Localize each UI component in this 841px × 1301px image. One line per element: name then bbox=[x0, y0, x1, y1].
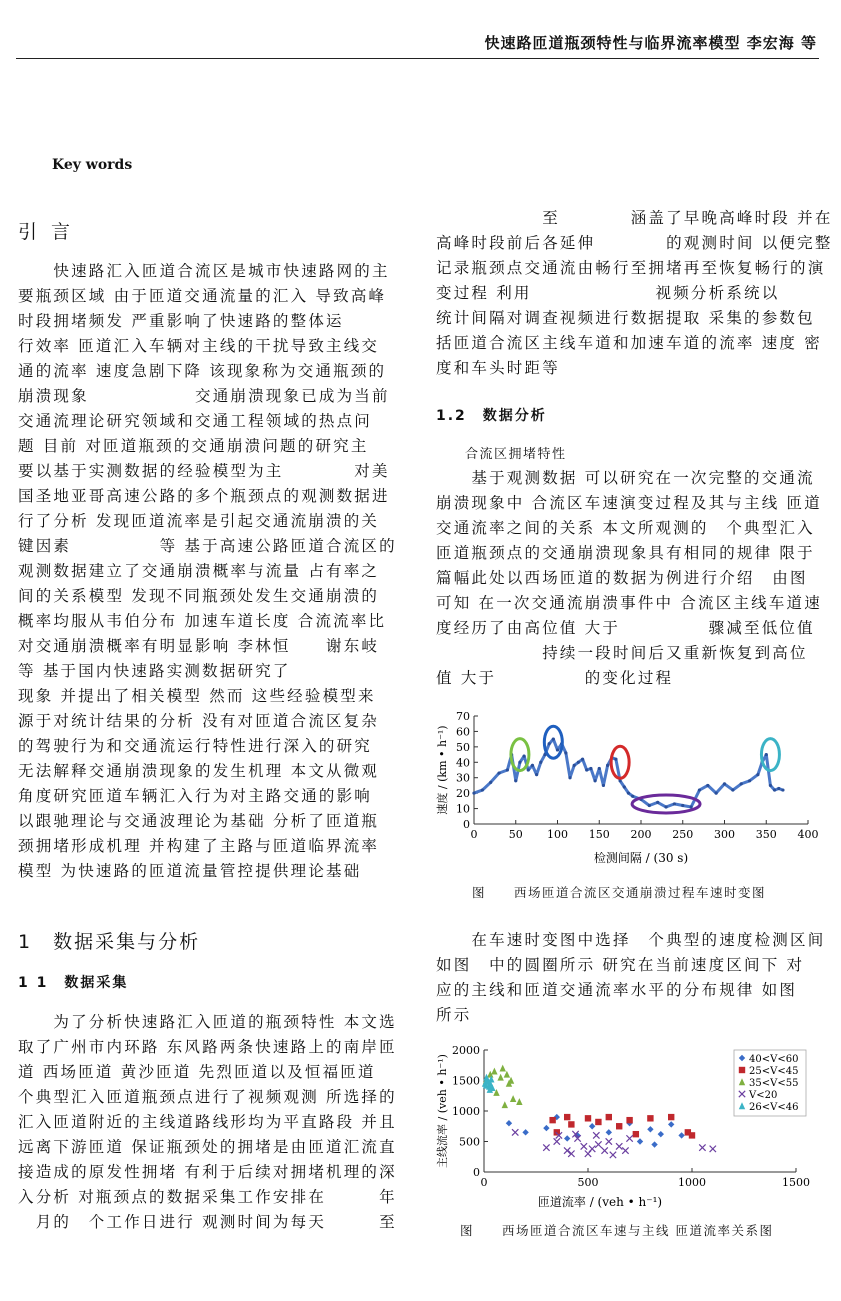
right-a-line: 至 涵盖了早晚高峰时段 并在 bbox=[436, 209, 833, 227]
scatter-point bbox=[564, 1147, 570, 1153]
speed-time-chart bbox=[436, 706, 826, 874]
scatter-point bbox=[516, 1098, 522, 1105]
x-tick-label: 250 bbox=[672, 828, 694, 841]
right-a-line: 变过程 利用 视频分析系统以 bbox=[436, 284, 780, 302]
speed-point bbox=[585, 768, 588, 771]
legend-label: 25<V<45 bbox=[749, 1066, 799, 1077]
scatter-point bbox=[651, 1141, 657, 1147]
speed-point bbox=[698, 788, 701, 791]
scatter-point bbox=[510, 1095, 516, 1102]
scatter-point bbox=[668, 1114, 674, 1120]
speed-point bbox=[514, 779, 517, 782]
y-axis-label: 速度 / (km • h⁻¹) bbox=[436, 725, 449, 815]
right-b-line: 交通流率之间的关系 本文所观测的 个典型汇入 bbox=[436, 519, 815, 537]
speed-point bbox=[773, 788, 776, 791]
x-tick-label: 150 bbox=[588, 828, 610, 841]
scatter-point bbox=[497, 1074, 503, 1081]
scatter-point bbox=[491, 1068, 497, 1075]
scatter-point bbox=[568, 1151, 574, 1157]
y-tick-label: 0 bbox=[463, 818, 470, 831]
right-b-line: 持续一段时间后又重新恢复到高位 bbox=[436, 644, 808, 662]
intro-line: 键因素 等 基于高速公路匝道合流区的 bbox=[18, 537, 397, 555]
legend-label: 35<V<55 bbox=[749, 1078, 799, 1089]
speed-point bbox=[518, 761, 521, 764]
section-1-1-heading: 1 1 数据采集 bbox=[18, 975, 129, 991]
section-1-1-line: 接造成的原发性拥堵 有利于后续对拥堵机理的深 bbox=[18, 1163, 397, 1181]
merge-subheading bbox=[436, 442, 824, 467]
speed-point bbox=[531, 764, 534, 767]
intro-line: 题 目前 对匝道瓶颈的交通崩溃问题的研究主 bbox=[18, 437, 369, 455]
intro-line: 时段拥堵频发 严重影响了快速路的整体运 bbox=[18, 312, 344, 330]
speed-point bbox=[664, 805, 667, 808]
speed-point bbox=[606, 764, 609, 767]
right-c-line: 在车速时变图中选择 个典型的速度检测区间 bbox=[436, 931, 826, 949]
intro-line: 快速路汇入匝道合流区是城市快速路网的主 bbox=[18, 262, 390, 280]
speed-point bbox=[527, 768, 530, 771]
speed-point bbox=[602, 784, 605, 787]
intro-line: 行效率 匝道汇入车辆对主线的干扰导致主线交 bbox=[18, 337, 380, 355]
scatter-point bbox=[616, 1143, 622, 1149]
speed-point bbox=[489, 781, 492, 784]
section-1-1-line: 为了分析快速路汇入匝道的瓶颈特性 本文选 bbox=[18, 1013, 397, 1031]
x-axis-label: 匝道流率 / (veh • h⁻¹) bbox=[537, 1195, 663, 1209]
scatter-point bbox=[633, 1131, 639, 1137]
intro-line: 模型 为快速路的匝道流量管控提供理论基础 bbox=[18, 862, 362, 880]
section-1-1-paragraph bbox=[18, 1010, 402, 1235]
scatter-point bbox=[564, 1114, 570, 1120]
speed-point bbox=[614, 758, 617, 761]
scatter-point bbox=[549, 1117, 555, 1123]
scatter-point bbox=[601, 1147, 607, 1153]
speed-point bbox=[740, 782, 743, 785]
intro-line: 通的流率 速度急剧下降 该现象称为交通瓶颈的 bbox=[18, 362, 387, 380]
right-a-line: 括匝道合流区主线车道和加速车道的流率 速度 密 bbox=[436, 334, 822, 352]
right-b-line: 可知 在一次交通流崩溃事件中 合流区主线车道速 bbox=[436, 594, 822, 612]
scatter-point bbox=[647, 1115, 653, 1121]
scatter-point bbox=[512, 1129, 518, 1135]
speed-point bbox=[681, 804, 684, 807]
scatter-point bbox=[606, 1138, 612, 1144]
scatter-point bbox=[595, 1141, 601, 1147]
speed-point bbox=[648, 804, 651, 807]
speed-point bbox=[769, 784, 772, 787]
intro-line: 以跟驰理论与交通波理论为基础 分析了匝道瓶 bbox=[18, 812, 380, 830]
speed-point bbox=[673, 802, 676, 805]
right-a-line: 记录瓶颈点交通流由畅行至拥堵再至恢复畅行的演 bbox=[436, 259, 826, 277]
scatter-point bbox=[595, 1119, 601, 1125]
scatter-point bbox=[689, 1132, 695, 1138]
right-a-line: 统计间隔对调查视频进行数据提取 采集的参数包 bbox=[436, 309, 815, 327]
speed-point bbox=[472, 792, 475, 795]
legend-marker bbox=[739, 1067, 745, 1073]
speed-point bbox=[497, 771, 500, 774]
speed-point bbox=[781, 788, 784, 791]
x-tick-label: 400 bbox=[797, 828, 819, 841]
speed-point bbox=[481, 788, 484, 791]
y-tick-label: 50 bbox=[456, 740, 470, 754]
speed-point bbox=[568, 776, 571, 779]
speed-point bbox=[623, 785, 626, 788]
intro-line: 无法解释交通崩溃现象的发生机理 本文从微观 bbox=[18, 762, 380, 780]
flow-scatter-chart bbox=[436, 1040, 826, 1216]
section-1-1-line: 远离下游匝道 保证瓶颈处的拥堵是由匝道汇流直 bbox=[18, 1138, 397, 1156]
speed-point bbox=[539, 761, 542, 764]
scatter-point bbox=[710, 1146, 716, 1152]
right-paragraph-c bbox=[436, 928, 824, 1028]
section-1-1-line: 汇入匝道附近的主线道路线形均为平直路段 并且 bbox=[18, 1113, 397, 1131]
figure-2-caption: 图 西场匝道合流区车速与主线 匝道流率关系图 bbox=[460, 1223, 774, 1238]
x-tick-label: 0 bbox=[480, 1176, 488, 1189]
scatter-point bbox=[554, 1138, 560, 1144]
x-tick-label: 300 bbox=[714, 828, 735, 841]
scatter-point bbox=[658, 1131, 664, 1137]
intro-line: 源于对统计结果的分析 没有对匝道合流区复杂 bbox=[18, 712, 380, 730]
scatter-point bbox=[581, 1143, 587, 1149]
speed-point bbox=[564, 751, 567, 754]
intro-line: 概率均服从韦伯分布 加速车道长度 合流流率比 bbox=[18, 612, 387, 630]
x-tick-label: 1000 bbox=[678, 1176, 706, 1189]
scatter-point bbox=[616, 1123, 622, 1129]
speed-point bbox=[506, 768, 509, 771]
legend-label: 40<V<60 bbox=[749, 1054, 799, 1065]
scatter-point bbox=[678, 1132, 684, 1138]
speed-point bbox=[523, 755, 526, 758]
scatter-point bbox=[606, 1129, 612, 1135]
intro-line: 要以基于实测数据的经验模型为主 对美 bbox=[18, 462, 390, 480]
speed-point bbox=[548, 742, 551, 745]
speed-point bbox=[589, 767, 592, 770]
intro-line: 国圣地亚哥高速公路的多个瓶颈点的观测数据进 bbox=[18, 487, 390, 505]
speed-point bbox=[765, 753, 768, 756]
highlight-circle bbox=[761, 739, 779, 771]
highlight-circle bbox=[632, 795, 700, 813]
y-axis-label: 主线流率 / (veh • h⁻¹) bbox=[436, 1054, 449, 1168]
speed-point bbox=[573, 764, 576, 767]
right-c-line: 如图 中的圆圈所示 研究在当前速度区间下 对 bbox=[436, 956, 805, 974]
x-tick-label: 200 bbox=[630, 828, 652, 841]
intro-line: 等 基于国内快速路实测数据研究了 bbox=[18, 662, 291, 680]
y-tick-label: 20 bbox=[456, 787, 470, 801]
section-1-1-line: 入分析 对瓶颈点的数据采集工作安排在 年 bbox=[18, 1188, 397, 1206]
speed-point bbox=[756, 773, 759, 776]
scatter-point bbox=[564, 1135, 570, 1141]
right-paragraph-b bbox=[436, 466, 824, 691]
right-c-line: 应的主线和匝道交通流率水平的分布规律 如图 bbox=[436, 981, 798, 999]
scatter-point bbox=[626, 1135, 632, 1141]
section-1-2-heading: 1.2 数据分析 bbox=[436, 408, 547, 424]
scatter-point bbox=[610, 1152, 616, 1158]
intro-line: 崩溃现象 交通崩溃现象已成为当前 bbox=[18, 387, 390, 405]
x-tick-label: 50 bbox=[508, 828, 523, 841]
speed-point bbox=[552, 738, 555, 741]
speed-point bbox=[706, 784, 709, 787]
scatter-point bbox=[668, 1121, 674, 1127]
y-tick-label: 60 bbox=[456, 725, 470, 739]
scatter-point bbox=[522, 1129, 528, 1135]
speed-point bbox=[598, 767, 601, 770]
legend-label: V<20 bbox=[749, 1090, 778, 1101]
scatter-point bbox=[543, 1144, 549, 1150]
scatter-point bbox=[506, 1120, 512, 1126]
scatter-point bbox=[568, 1121, 574, 1127]
right-b-line: 崩溃现象中 合流区车速演变过程及其与主线 匝道 bbox=[436, 494, 822, 512]
intro-line: 要瓶颈区域 由于匝道交通流量的汇入 导致高峰 bbox=[18, 287, 387, 305]
intro-line: 角度研究匝道车辆汇入行为对主路交通的影响 bbox=[18, 787, 373, 805]
scatter-point bbox=[637, 1138, 643, 1144]
speed-point bbox=[656, 801, 659, 804]
scatter-point bbox=[589, 1146, 595, 1152]
intro-line: 行了分析 发现匝道流率是引起交通流崩溃的关 bbox=[18, 512, 380, 530]
x-tick-label: 1500 bbox=[782, 1176, 810, 1189]
right-b-line: 度经历了由高位值 大于 骤减至低位值 bbox=[436, 619, 815, 637]
section-1-1-line: 个典型汇入匝道瓶颈点进行了视频观测 所选择的 bbox=[18, 1088, 397, 1106]
scatter-point bbox=[647, 1126, 653, 1132]
section-1-heading: 1 数据采集与分析 bbox=[18, 931, 201, 953]
scatter-point bbox=[589, 1123, 595, 1129]
x-axis-label: 检测间隔 / (30 s) bbox=[593, 851, 689, 865]
speed-point bbox=[631, 795, 634, 798]
y-tick-label: 1000 bbox=[452, 1105, 480, 1118]
intro-line: 颈拥堵形成机理 并构建了主路与匝道临界流率 bbox=[18, 837, 380, 855]
intro-line: 交通流理论研究领域和交通工程领域的热点问 bbox=[18, 412, 373, 430]
y-tick-label: 70 bbox=[456, 710, 470, 723]
y-tick-label: 40 bbox=[456, 756, 470, 770]
y-tick-label: 1500 bbox=[452, 1074, 480, 1088]
scatter-point bbox=[593, 1132, 599, 1138]
section-1-1-line: 月的 个工作日进行 观测时间为每天 至 bbox=[18, 1213, 397, 1231]
right-b-line: 篇幅此处以西场匝道的数据为例进行介绍 由图 bbox=[436, 569, 808, 587]
legend-label: 26<V<46 bbox=[749, 1102, 799, 1113]
speed-point bbox=[715, 792, 718, 795]
scatter-point bbox=[585, 1115, 591, 1121]
scatter-point bbox=[504, 1071, 510, 1078]
right-b-line: 值 大于 的变化过程 bbox=[436, 669, 674, 687]
speed-point bbox=[748, 779, 751, 782]
scatter-point bbox=[500, 1065, 506, 1072]
intro-line: 现象 并提出了相关模型 然而 这些经验模型来 bbox=[18, 687, 376, 705]
y-tick-label: 2000 bbox=[452, 1044, 480, 1057]
x-tick-label: 350 bbox=[755, 828, 777, 841]
right-paragraph-a bbox=[436, 206, 833, 381]
speed-point bbox=[535, 773, 538, 776]
intro-line: 观测数据建立了交通崩溃概率与流量 占有率之 bbox=[18, 562, 380, 580]
scatter-point bbox=[699, 1144, 705, 1150]
y-tick-label: 500 bbox=[459, 1135, 480, 1149]
scatter-point bbox=[626, 1117, 632, 1123]
merge-subheading-text: 合流区拥堵特性 bbox=[436, 447, 567, 462]
scatter-point bbox=[502, 1101, 508, 1108]
section-1-1-line: 取了广州市内环路 东风路两条快速路上的南岸匝 bbox=[18, 1038, 397, 1056]
x-tick-label: 0 bbox=[470, 828, 478, 841]
scatter-point bbox=[543, 1125, 549, 1131]
intro-heading: 引言 bbox=[18, 221, 85, 243]
keywords-label: Key words bbox=[52, 157, 133, 173]
speed-point bbox=[593, 779, 596, 782]
y-tick-label: 0 bbox=[473, 1166, 480, 1179]
right-a-line: 高峰时段前后各延伸 的观测时间 以便完整 bbox=[436, 234, 833, 252]
figure-1-caption: 图 西场匝道合流区交通崩溃过程车速时变图 bbox=[472, 885, 767, 900]
right-a-line: 度和车头时距等 bbox=[436, 359, 560, 377]
speed-point bbox=[627, 792, 630, 795]
scatter-point bbox=[606, 1114, 612, 1120]
running-header: 快速路匝道瓶颈特性与临界流率模型 李宏海 等 bbox=[484, 34, 817, 52]
intro-line: 的驾驶行为和交通流运行特性进行深入的研究 bbox=[18, 737, 373, 755]
speed-point bbox=[731, 788, 734, 791]
scatter-point bbox=[622, 1147, 628, 1153]
speed-point bbox=[556, 748, 559, 751]
speed-point bbox=[723, 782, 726, 785]
speed-point bbox=[577, 761, 580, 764]
intro-line: 间的关系模型 发现不同瓶颈处发生交通崩溃的 bbox=[18, 587, 380, 605]
speed-point bbox=[777, 787, 780, 790]
intro-paragraph bbox=[18, 259, 402, 884]
section-1-1-line: 道 西场匝道 黄沙匝道 先烈匝道以及恒福匝道 bbox=[18, 1063, 376, 1081]
y-tick-label: 30 bbox=[456, 771, 470, 785]
x-tick-label: 100 bbox=[547, 828, 568, 841]
x-tick-label: 500 bbox=[577, 1176, 599, 1189]
right-b-line: 基于观测数据 可以研究在一次完整的交通流 bbox=[436, 469, 815, 487]
speed-point bbox=[581, 758, 584, 761]
right-b-line: 匝道瓶颈点的交通崩溃现象具有相同的规律 限于 bbox=[436, 544, 815, 562]
y-tick-label: 10 bbox=[456, 802, 470, 816]
header-rule bbox=[16, 58, 819, 59]
right-c-line: 所示 bbox=[436, 1006, 472, 1024]
intro-line: 对交通崩溃概率有明显影响 李林恒 谢东岐 bbox=[18, 637, 380, 655]
